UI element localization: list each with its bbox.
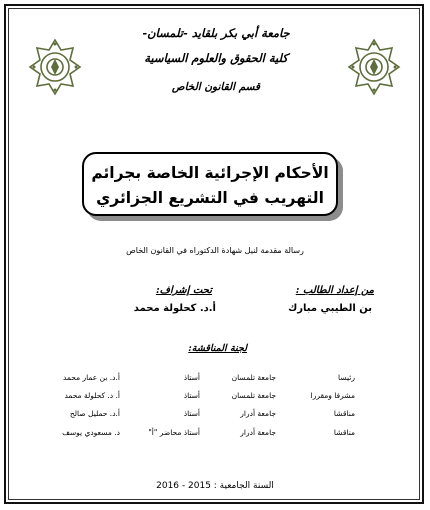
member-role: مناقشا — [333, 428, 355, 437]
member-university: جامعة تلمسان — [231, 373, 276, 382]
member-university: جامعة أدرار — [240, 409, 276, 418]
member-rank: أستاذ — [183, 409, 200, 418]
university-logo-left — [26, 36, 84, 98]
student-name: بن الطيبي مبارك — [288, 303, 372, 314]
member-role: مناقشا — [333, 409, 355, 418]
member-role: مشرفا ومقررا — [310, 391, 355, 400]
member-name: أ.د. بن عمار محمد — [63, 373, 120, 382]
member-university: جامعة أدرار — [240, 428, 276, 437]
university-name: جامعة أبي بكر بلقايد -تلمسان- — [142, 26, 290, 40]
member-name: د. مسعودي يوسف — [62, 428, 120, 437]
thesis-subtitle: رسالة مقدمة لنيل شهادة الدكتوراه في القانون الخاص — [126, 246, 304, 255]
academic-year: السنة الجامعية : 2015 - 2016 — [156, 481, 274, 491]
member-role: رئيسا — [338, 373, 355, 382]
member-name: أ.د. حمليل صالح — [69, 409, 120, 418]
department-name: قسم القانون الخاص — [171, 81, 261, 93]
member-rank: أستاذ — [183, 373, 200, 382]
thesis-title-line-1: الأحكام الإجرائية الخاصة بجرائم — [91, 164, 329, 182]
thesis-title-box — [82, 152, 338, 216]
thesis-title-line-2: التهريب في التشريع الجزائري — [96, 189, 324, 207]
supervisor-label: تحت إشراف: — [155, 285, 212, 296]
student-label: من إعداد الطالب : — [295, 285, 374, 296]
committee-label: لجنة المناقشة: — [188, 343, 247, 354]
member-rank: أستاذ محاضر "أ" — [148, 428, 200, 437]
university-logo-right — [345, 36, 403, 98]
member-name: أ. د. كحلولة محمد — [64, 391, 120, 400]
faculty-name: كلية الحقوق والعلوم السياسية — [144, 51, 288, 65]
member-university: جامعة تلمسان — [231, 391, 276, 400]
supervisor-name: أ.د. كحلولة محمد — [133, 303, 216, 314]
member-rank: أستاذ — [183, 391, 200, 400]
